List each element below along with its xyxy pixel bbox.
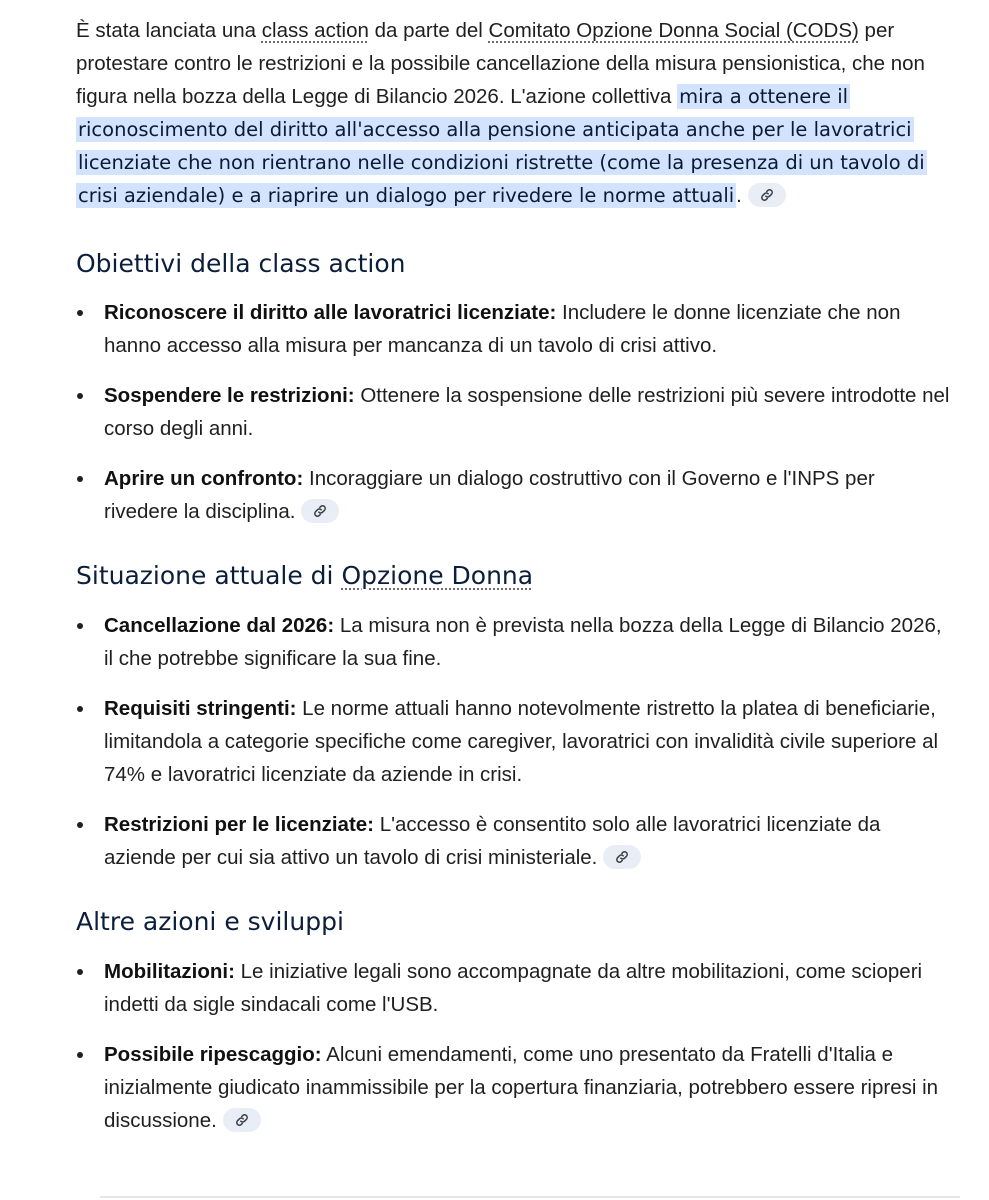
item-text: Incoraggiare un dialogo costruttivo con il Governo e l'INPS per rivedere la disciplina.	[104, 467, 875, 523]
cods-link[interactable]: Comitato Opzione Donna Social (CODS)	[488, 19, 859, 42]
source-link-chip[interactable]	[301, 499, 339, 523]
item-text: La misura non è prevista nella bozza della Legge di Bilancio 2026, il che potrebbe significare la sua fine.	[104, 614, 942, 670]
objectives-list	[76, 296, 951, 528]
item-text: Le iniziative legali sono accompagnate da altre mobilitazioni, come scioperi indetti da sigle sindacali come l'USB.	[104, 960, 923, 1016]
other-actions-list	[76, 955, 951, 1137]
intro-text-4: .	[736, 184, 742, 207]
item-title: Aprire un confronto:	[104, 467, 304, 490]
list-item	[76, 955, 951, 1021]
list-item	[76, 379, 951, 445]
source-link-chip[interactable]	[223, 1108, 261, 1132]
item-title: Possibile ripescaggio:	[104, 1043, 322, 1066]
link-icon	[313, 504, 327, 518]
item-text: Includere le donne licenziate che non hanno accesso alla misura per mancanza di un tavolo di crisi attivo.	[104, 301, 901, 357]
response-content	[76, 14, 951, 1137]
divider	[100, 1196, 960, 1198]
item-text: Le norme attuali hanno notevolmente ristretto la platea di beneficiarie, limitandola a categorie specifiche come caregiver, lavoratrici con invalidità civile superiore al 74% e lavoratrici licenziate da aziende in crisi.	[104, 697, 939, 786]
class-action-link[interactable]: class action	[261, 19, 369, 42]
source-link-chip[interactable]	[748, 183, 786, 207]
list-item	[76, 1038, 951, 1137]
item-title: Mobilitazioni:	[104, 960, 235, 983]
current-situation-list	[76, 609, 951, 874]
opzione-donna-link[interactable]: Opzione Donna	[341, 561, 534, 590]
list-item	[76, 692, 951, 791]
section-heading-other-actions: Altre azioni e sviluppi	[76, 907, 344, 936]
section-heading-objectives: Obiettivi della class action	[76, 249, 406, 278]
item-title: Riconoscere il diritto alle lavoratrici licenziate:	[104, 301, 557, 324]
item-title: Cancellazione dal 2026:	[104, 614, 335, 637]
section-heading-current-situation	[76, 560, 951, 592]
item-text: Alcuni emendamenti, come uno presentato da Fratelli d'Italia e inizialmente giudicato inammissibile per la copertura finanziaria, potrebbero essere ripresi in discussione.	[104, 1043, 939, 1132]
link-icon	[760, 188, 774, 202]
intro-text-2: da parte del	[368, 19, 489, 42]
item-title: Sospendere le restrizioni:	[104, 384, 355, 407]
list-item	[76, 296, 951, 362]
item-title: Restrizioni per le licenziate:	[104, 813, 374, 836]
intro-paragraph	[76, 14, 951, 212]
source-link-chip[interactable]	[603, 845, 641, 869]
link-icon	[615, 850, 629, 864]
list-item	[76, 808, 951, 874]
list-item	[76, 462, 951, 528]
intro-text-1: È stata lanciata una	[76, 19, 262, 42]
highlighted-text: mira a ottenere il riconoscimento del diritto all'accesso alla pensione anticipata anche per le lavoratrici licenziate che non rientrano nelle condizioni ristrette (come la presenza di un tavolo di crisi aziendale) e a riaprire un dialogo per rivedere le norme attuali	[78, 85, 925, 207]
list-item	[76, 609, 951, 675]
item-title: Requisiti stringenti:	[104, 697, 297, 720]
heading-text: Situazione attuale di	[76, 561, 342, 590]
item-text: L'accesso è consentito solo alle lavoratrici licenziate da aziende per cui sia attivo un tavolo di crisi ministeriale.	[104, 813, 881, 869]
item-text: Ottenere la sospensione delle restrizioni più severe introdotte nel corso degli anni.	[104, 384, 950, 440]
link-icon	[235, 1113, 249, 1127]
intro-text-3: per protestare contro le restrizioni e la possibile cancellazione della misura pensionistica, che non figura nella bozza della Legge di Bilancio 2026. L'azione collettiva	[76, 19, 925, 108]
